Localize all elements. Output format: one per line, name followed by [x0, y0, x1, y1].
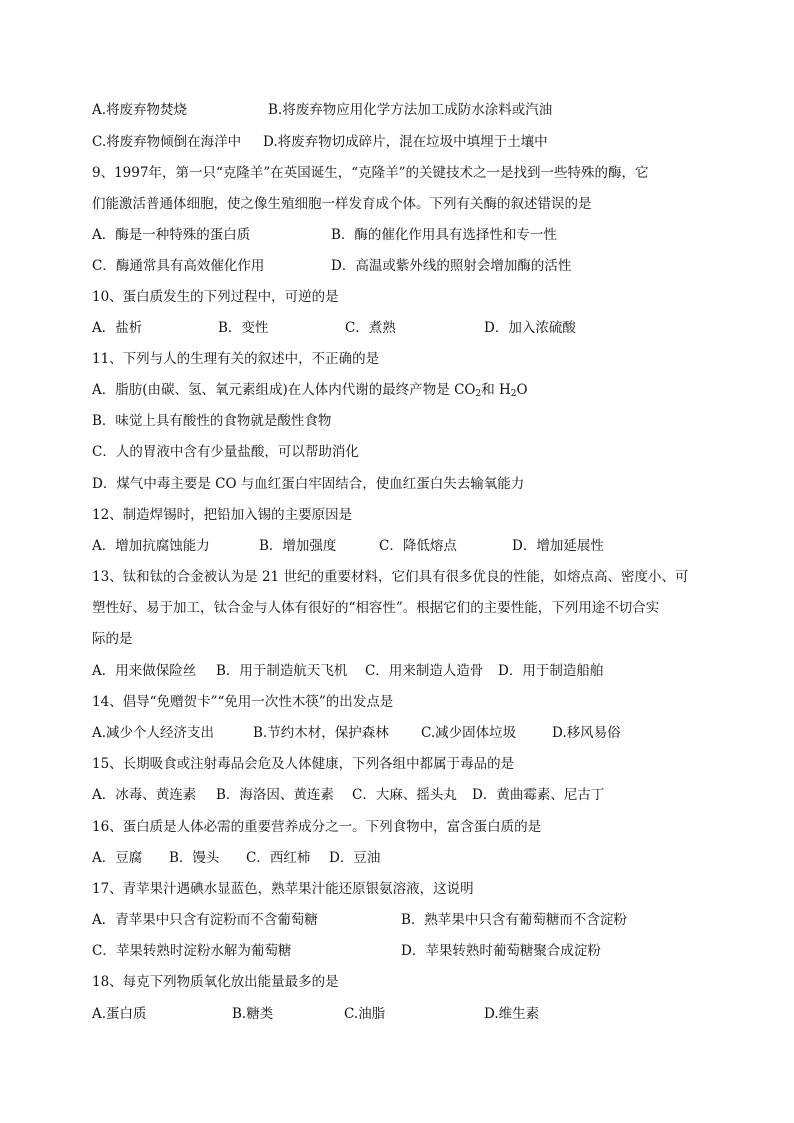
- q14-option-c: C.减少固体垃圾: [421, 725, 517, 741]
- q17-option-a: A．青苹果中只含有淀粉而不含葡萄糖: [92, 912, 318, 928]
- q15-option-a: A．冰毒、黄连素: [92, 787, 197, 803]
- q13-option-c: C．用来制造人造骨: [365, 663, 484, 679]
- q11-h2o-subscript: 2: [510, 389, 517, 399]
- q12-option-d: D．增加延展性: [512, 538, 604, 554]
- q14-option-a: A.减少个人经济支出: [92, 725, 215, 741]
- q13-option-b: B．用于制造航天飞机: [216, 663, 348, 679]
- q11-option-a: [92, 381, 528, 403]
- q13-option-a: A．用来做保险丝: [92, 663, 197, 679]
- q11-co2-subscript: 2: [475, 389, 482, 399]
- q18-stem: 18、每克下列物质氧化放出能量最多的是: [92, 974, 339, 990]
- q17-option-c: C．苹果转熟时淀粉水解为葡萄糖: [92, 943, 292, 959]
- q8-option-b: B.将废弃物应用化学方法加工成防水涂料或汽油: [268, 102, 553, 118]
- q14-stem: 14、倡导“免赠贺卡”“免用一次性木筷”的出发点是: [92, 694, 394, 710]
- q17-option-b: B．熟苹果中只含有葡萄糖而不含淀粉: [401, 912, 627, 928]
- q10-option-a: A．盐析: [92, 320, 143, 336]
- q11-option-a-mid: 和 H: [481, 382, 511, 398]
- q16-stem: 16、蛋白质是人体必需的重要营养成分之一。下列食物中，富含蛋白质的是: [92, 819, 542, 835]
- q8-option-d: D.将废弃物切成碎片，混在垃圾中填埋于土壤中: [263, 134, 548, 150]
- q10-option-c: C．煮熟: [345, 320, 396, 336]
- q8-option-c: C.将废弃物倾倒在海洋中: [92, 134, 242, 150]
- q11-option-a-text: A．脂肪(由碳、氢、氧元素组成)在人体内代谢的最终产物是 CO: [92, 382, 476, 398]
- q15-stem: 15、长期吸食或注射毒品会危及人体健康，下列各组中都属于毒品的是: [92, 756, 515, 772]
- q15-option-d: D．黄曲霉素、尼古丁: [472, 787, 605, 803]
- q11-stem: 11、下列与人的生理有关的叙述中，不正确的是: [92, 351, 380, 367]
- q12-option-b: B．增加强度: [259, 538, 337, 554]
- q9-option-c: C．酶通常具有高效催化作用: [92, 258, 265, 274]
- q9-stem-line2: 们能激活普通体细胞，使之像生殖细胞一样发育成个体。下列有关酶的叙述错误的是: [92, 196, 592, 212]
- q18-option-d: D.维生素: [484, 1006, 540, 1022]
- q9-stem-line1: 9、1997年，第一只“克隆羊”在英国诞生，“克隆羊”的关键技术之一是找到一些特殊的酶，它: [92, 165, 649, 181]
- q11-option-b: B．味觉上具有酸性的食物就是酸性食物: [92, 413, 332, 429]
- q14-option-d: D.移风易俗: [552, 725, 621, 741]
- q10-option-d: D．加入浓硫酸: [484, 320, 576, 336]
- q17-stem: 17、青苹果汁遇碘水显蓝色，熟苹果汁能还原银氨溶液，这说明: [92, 881, 474, 897]
- q9-option-a: A．酶是一种特殊的蛋白质: [92, 227, 251, 243]
- q13-stem-line2: 塑性好、易于加工，钛合金与人体有很好的“相容性”。根据它们的主要性能，下列用途不切合实: [92, 600, 660, 616]
- q18-option-c: C.油脂: [344, 1006, 386, 1022]
- q11-option-d: D．煤气中毒主要是 CO 与血红蛋白牢固结合，使血红蛋白失去输氧能力: [92, 476, 525, 492]
- q16-option-d: D．豆油: [329, 850, 381, 866]
- q13-stem-line3: 际的是: [92, 631, 133, 647]
- q15-option-b: B．海洛因、黄连素: [216, 787, 334, 803]
- q12-option-c: C．降低熔点: [379, 538, 457, 554]
- q17-option-d: D．苹果转熟时葡萄糖聚合成淀粉: [401, 943, 601, 959]
- q10-option-b: B．变性: [218, 320, 269, 336]
- q11-option-c: C．人的胃液中含有少量盐酸，可以帮助消化: [92, 444, 359, 460]
- q9-option-d: D．高温或紫外线的照射会增加酶的活性: [331, 258, 572, 274]
- q16-option-a: A．豆腐: [92, 850, 143, 866]
- q16-option-c: C．西红柿: [246, 850, 311, 866]
- q10-stem: 10、蛋白质发生的下列过程中，可逆的是: [92, 289, 339, 305]
- q12-stem: 12、制造焊锡时，把铅加入锡的主要原因是: [92, 507, 353, 523]
- q18-option-b: B.糖类: [232, 1006, 274, 1022]
- q13-stem-line1: 13、钛和钛的合金被认为是 21 世纪的重要材料，它们具有很多优良的性能，如熔点高、密度小、可: [92, 569, 689, 585]
- q14-option-b: B.节约木材，保护森林: [253, 725, 389, 741]
- q8-option-a: A.将废弃物焚烧: [92, 102, 188, 118]
- q13-option-d: D．用于制造船舶: [498, 663, 604, 679]
- q11-option-a-end: O: [516, 382, 528, 398]
- q18-option-a: A.蛋白质: [92, 1006, 147, 1022]
- q9-option-b: B．酶的催化作用具有选择性和专一性: [331, 227, 557, 243]
- q15-option-c: C．大麻、摇头丸: [352, 787, 457, 803]
- q16-option-b: B．馒头: [169, 850, 220, 866]
- q12-option-a: A．增加抗腐蚀能力: [92, 538, 210, 554]
